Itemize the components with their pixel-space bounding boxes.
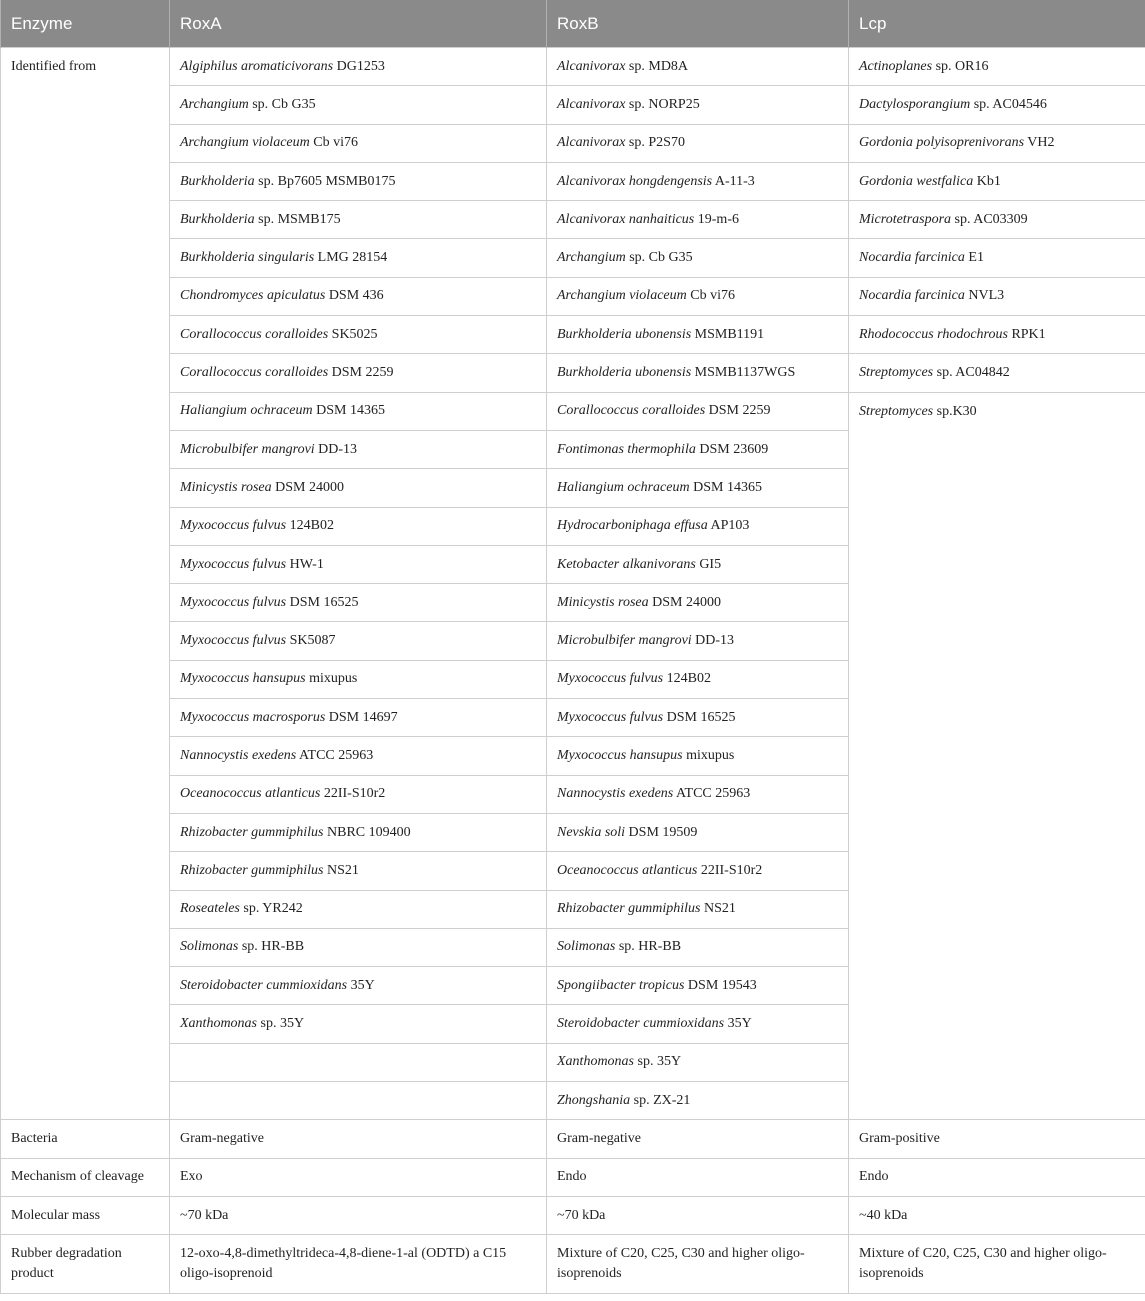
roxb-organism-cell [547,852,849,890]
organism-genus-species: Myxococcus hansupus [180,671,306,687]
organism-strain: LMG 28154 [314,250,388,266]
organism-strain: DSM 2259 [705,403,771,419]
organism-genus-species: Roseateles [180,901,240,917]
lcp-organism-cell [849,660,1145,698]
organism-strain: 22II-S10r2 [320,786,386,802]
table-row [1,584,1145,622]
organism-genus-species: Chondromyces apiculatus [180,288,326,304]
roxa-organism-cell [170,124,547,162]
roxa-organism-cell [170,86,547,124]
lcp-organism-cell [849,162,1145,200]
table-row [1,392,1145,430]
lcp-organism-cell [849,86,1145,124]
organism-genus-species: Corallococcus coralloides [557,403,706,419]
table-row [1,660,1145,698]
organism-genus-species: Alcanivorax nanhaiticus [557,211,695,227]
roxa-organism-cell [170,890,547,928]
table-row [1,86,1145,124]
row-label-cell: Mechanism of cleavage [1,1158,170,1196]
roxa-organism-cell [170,469,547,507]
roxb-organism-cell [547,507,849,545]
organism-strain: DSM 436 [325,288,384,304]
row-roxa-cell: 12-oxo-4,8-dimethyltrideca-4,8-diene-1-al (ODTD) a C15 oligo-isoprenoid [170,1235,547,1294]
organism-strain: sp. AC03309 [951,211,1028,227]
organism-strain: HW-1 [286,556,324,572]
organism-strain: DD-13 [314,441,358,457]
roxa-organism-cell [170,660,547,698]
row-roxb-cell: Gram-negative [547,1120,849,1158]
table-row [1,124,1145,162]
roxb-organism-cell [547,1082,849,1120]
organism-genus-species: Rhizobacter gummiphilus [557,901,701,917]
roxa-organism-cell [170,201,547,239]
row-label-cell: Bacteria [1,1120,170,1158]
roxa-organism-cell [170,775,547,813]
roxa-organism-cell [170,1043,547,1081]
organism-genus-species: Zhongshania [557,1092,631,1108]
organism-strain: 35Y [724,1016,752,1032]
lcp-organism-cell [849,277,1145,315]
organism-genus-species: Oceanococcus atlanticus [557,862,698,878]
organism-strain: sp.K30 [933,403,977,419]
table-row [1,430,1145,468]
header-lcp: Lcp [849,0,1145,48]
roxa-organism-cell [170,354,547,392]
table-row [1,699,1145,737]
organism-strain: A-11-3 [712,173,755,189]
header-row [1,0,1145,48]
organism-strain: sp. HR-BB [615,939,682,955]
organism-strain: ATCC 25963 [673,786,751,802]
organism-genus-species: Xanthomonas [180,1016,257,1032]
organism-genus-species: Myxococcus fulvus [180,556,287,572]
organism-genus-species: Burkholderia ubonensis [557,365,692,381]
organism-strain: sp. AC04842 [933,365,1010,381]
header-roxb: RoxB [547,0,849,48]
roxa-organism-cell [170,239,547,277]
table-row [1,852,1145,890]
organism-genus-species: Gordonia westfalica [859,173,974,189]
organism-strain: RPK1 [1007,326,1046,342]
roxa-organism-cell [170,699,547,737]
table-row [1,277,1145,315]
table-row [1,967,1145,1005]
organism-strain: 19-m-6 [694,211,739,227]
organism-strain: mixupus [682,747,735,763]
organism-genus-species: Algiphilus aromaticivorans [180,58,334,74]
organism-strain: SK5087 [286,633,336,649]
organism-strain: DSM 19543 [684,977,757,993]
organism-genus-species: Myxococcus fulvus [557,671,664,687]
organism-genus-species: Archangium violaceum [557,288,687,304]
organism-strain: sp. YR242 [239,901,303,917]
organism-strain: sp. 35Y [257,1016,305,1032]
organism-genus-species: Ketobacter alkanivorans [557,556,696,572]
organism-genus-species: Microbulbifer mangrovi [557,633,692,649]
roxb-organism-cell [547,699,849,737]
roxb-organism-cell [547,48,849,86]
organism-genus-species: Dactylosporangium [859,96,971,112]
row-label-cell: Rubber degradation product [1,1235,170,1294]
lcp-organism-cell [849,201,1145,239]
roxb-organism-cell [547,890,849,928]
roxb-organism-cell [547,1005,849,1043]
lcp-organism-cell [849,239,1145,277]
organism-strain: 22II-S10r2 [697,862,763,878]
organism-strain: DSM 14697 [325,709,398,725]
organism-genus-species: Microtetraspora [859,211,952,227]
organism-genus-species: Archangium [180,96,249,112]
organism-genus-species: Myxococcus fulvus [180,633,287,649]
organism-strain: DSM 24000 [271,479,344,495]
organism-genus-species: Solimonas [180,939,239,955]
organism-strain: sp. 35Y [634,1054,682,1070]
lcp-organism-cell [849,622,1145,660]
roxa-organism-cell [170,622,547,660]
roxb-organism-cell [547,392,849,430]
organism-strain: MSMB1191 [691,326,765,342]
roxb-organism-cell [547,1043,849,1081]
organism-genus-species: Burkholderia singularis [180,250,315,266]
organism-strain: SK5025 [328,326,378,342]
row-roxb-cell: Endo [547,1158,849,1196]
row-lcp-cell: ~40 kDa [849,1196,1145,1234]
roxb-organism-cell [547,316,849,354]
organism-strain: sp. ZX-21 [630,1092,691,1108]
roxb-organism-cell [547,660,849,698]
table-row [1,1043,1145,1081]
roxa-organism-cell [170,1005,547,1043]
organism-strain: GI5 [695,556,722,572]
organism-strain: DSM 2259 [328,365,394,381]
roxa-organism-cell [170,737,547,775]
table-row [1,737,1145,775]
lcp-organism-cell [849,392,1145,430]
organism-genus-species: Myxococcus macrosporus [180,709,326,725]
roxa-organism-cell [170,48,547,86]
organism-strain: 124B02 [663,671,711,687]
table-row [1,1082,1145,1120]
roxa-organism-cell [170,507,547,545]
organism-genus-species: Actinoplanes [859,58,933,74]
table-row [1,162,1145,200]
organism-strain: NS21 [700,901,736,917]
roxb-organism-cell [547,622,849,660]
roxa-organism-cell [170,813,547,851]
lcp-organism-cell [849,775,1145,813]
organism-strain: NBRC 109400 [323,824,411,840]
organism-strain: VH2 [1024,135,1055,151]
organism-genus-species: Streptomyces [859,365,934,381]
table-row [1,354,1145,392]
organism-strain: NVL3 [964,288,1005,304]
organism-strain: DSM 16525 [286,594,359,610]
organism-genus-species: Myxococcus fulvus [557,709,664,725]
roxb-organism-cell [547,239,849,277]
organism-strain: ATCC 25963 [296,747,374,763]
organism-strain: DSM 14365 [689,479,762,495]
lcp-organism-cell [849,316,1145,354]
table-row [1,928,1145,966]
organism-genus-species: Streptomyces [859,403,934,419]
row-roxa-cell: ~70 kDa [170,1196,547,1234]
identified-from-label: Identified from [1,48,170,1120]
organism-genus-species: Rhizobacter gummiphilus [180,824,324,840]
lcp-organism-cell [849,430,1145,468]
organism-strain: sp. MSMB175 [254,211,341,227]
table-row [1,1235,1145,1294]
organism-strain: DSM 16525 [663,709,736,725]
roxa-organism-cell [170,392,547,430]
organism-genus-species: Oceanococcus atlanticus [180,786,321,802]
organism-genus-species: Archangium [557,250,626,266]
organism-strain: DSM 19509 [625,824,698,840]
roxa-organism-cell [170,316,547,354]
lcp-organism-cell [849,48,1145,86]
table-row [1,201,1145,239]
roxa-organism-cell [170,928,547,966]
roxb-organism-cell [547,354,849,392]
row-lcp-cell: Endo [849,1158,1145,1196]
organism-genus-species: Myxococcus hansupus [557,747,683,763]
roxb-organism-cell [547,430,849,468]
table-row [1,316,1145,354]
organism-genus-species: Alcanivorax [557,96,626,112]
header-enzyme: Enzyme [1,0,170,48]
lcp-organism-cell [849,584,1145,622]
row-roxa-cell: Gram-negative [170,1120,547,1158]
row-roxb-cell: ~70 kDa [547,1196,849,1234]
organism-genus-species: Steroidobacter cummioxidans [557,1016,725,1032]
roxb-organism-cell [547,277,849,315]
lcp-organism-cell [849,354,1145,392]
lcp-organism-cell [849,1082,1145,1120]
organism-strain: sp. MD8A [625,58,689,74]
lcp-organism-cell [849,737,1145,775]
organism-genus-species: Gordonia polyisoprenivorans [859,135,1025,151]
organism-strain: DD-13 [691,633,735,649]
organism-genus-species: Alcanivorax [557,135,626,151]
roxb-organism-cell [547,584,849,622]
table-row [1,545,1145,583]
organism-strain: MSMB1137WGS [691,365,796,381]
organism-genus-species: Nannocystis exedens [557,786,674,802]
roxb-organism-cell [547,967,849,1005]
organism-genus-species: Steroidobacter cummioxidans [180,977,348,993]
lcp-organism-cell [849,545,1145,583]
lcp-organism-cell [849,928,1145,966]
lcp-organism-cell [849,813,1145,851]
organism-strain: mixupus [305,671,358,687]
row-roxa-cell: Exo [170,1158,547,1196]
table-row [1,775,1145,813]
roxb-organism-cell [547,162,849,200]
organism-genus-species: Corallococcus coralloides [180,365,329,381]
lcp-organism-cell [849,507,1145,545]
roxb-organism-cell [547,124,849,162]
table-row [1,1120,1145,1158]
organism-strain: Cb vi76 [309,135,358,151]
organism-genus-species: Xanthomonas [557,1054,634,1070]
organism-genus-species: Corallococcus coralloides [180,326,329,342]
row-lcp-cell: Mixture of C20, C25, C30 and higher oligo-isoprenoids [849,1235,1145,1294]
organism-genus-species: Haliangium ochraceum [180,403,313,419]
organism-genus-species: Burkholderia ubonensis [557,326,692,342]
roxa-organism-cell [170,584,547,622]
organism-strain: sp. Cb G35 [625,250,693,266]
organism-genus-species: Hydrocarboniphaga effusa [557,518,708,534]
organism-genus-species: Nevskia soli [557,824,626,840]
table-row [1,813,1145,851]
organism-genus-species: Burkholderia [180,173,255,189]
organism-genus-species: Alcanivorax [557,58,626,74]
roxb-organism-cell [547,737,849,775]
organism-strain: NS21 [323,862,359,878]
roxb-organism-cell [547,201,849,239]
organism-strain: E1 [964,250,984,266]
table-row [1,239,1145,277]
organism-strain: sp. NORP25 [625,96,700,112]
roxb-organism-cell [547,469,849,507]
organism-genus-species: Fontimonas thermophila [557,441,696,457]
roxa-organism-cell [170,277,547,315]
organism-genus-species: Haliangium ochraceum [557,479,690,495]
lcp-organism-cell [849,967,1145,1005]
header-roxa: RoxA [170,0,547,48]
organism-strain: DSM 23609 [695,441,769,457]
lcp-organism-cell [849,469,1145,507]
organism-strain: sp. Bp7605 MSMB0175 [254,173,396,189]
organism-genus-species: Myxococcus fulvus [180,594,287,610]
lcp-organism-cell [849,124,1145,162]
organism-genus-species: Nannocystis exedens [180,747,297,763]
lcp-organism-cell [849,699,1145,737]
table-row [1,1158,1145,1196]
organism-strain: DSM 14365 [312,403,385,419]
organism-strain: AP103 [707,518,750,534]
organism-genus-species: Rhizobacter gummiphilus [180,862,324,878]
roxa-organism-cell [170,967,547,1005]
organism-genus-species: Nocardia farcinica [859,250,965,266]
table-row [1,469,1145,507]
organism-genus-species: Nocardia farcinica [859,288,965,304]
table-row [1,1005,1145,1043]
lcp-organism-cell [849,890,1145,928]
organism-genus-species: Rhodococcus rhodochrous [859,326,1008,342]
organism-strain: 35Y [347,977,375,993]
table-row [1,890,1145,928]
organism-strain: sp. HR-BB [238,939,305,955]
organism-strain: Kb1 [973,173,1001,189]
organism-genus-species: Solimonas [557,939,616,955]
roxa-organism-cell [170,430,547,468]
organism-genus-species: Minicystis rosea [180,479,272,495]
organism-genus-species: Myxococcus fulvus [180,518,287,534]
organism-genus-species: Spongiibacter tropicus [557,977,685,993]
organism-strain: sp. Cb G35 [248,96,316,112]
roxb-organism-cell [547,775,849,813]
organism-strain: DSM 24000 [648,594,721,610]
lcp-organism-cell [849,1043,1145,1081]
table-row [1,507,1145,545]
roxb-organism-cell [547,86,849,124]
organism-genus-species: Microbulbifer mangrovi [180,441,315,457]
organism-genus-species: Alcanivorax hongdengensis [557,173,713,189]
table-row [1,48,1145,86]
roxb-organism-cell [547,545,849,583]
organism-genus-species: Minicystis rosea [557,594,649,610]
lcp-organism-cell [849,1005,1145,1043]
organism-strain: DG1253 [333,58,385,74]
organism-genus-species: Archangium violaceum [180,135,310,151]
organism-strain: sp. P2S70 [625,135,685,151]
lcp-organism-cell [849,852,1145,890]
row-label-cell: Molecular mass [1,1196,170,1234]
roxa-organism-cell [170,852,547,890]
organism-genus-species: Burkholderia [180,211,255,227]
organism-strain: sp. OR16 [932,58,989,74]
organism-strain: 124B02 [286,518,334,534]
organism-strain: sp. AC04546 [970,96,1047,112]
roxb-organism-cell [547,928,849,966]
table-row [1,622,1145,660]
roxa-organism-cell [170,1082,547,1120]
organism-strain: Cb vi76 [686,288,735,304]
roxb-organism-cell [547,813,849,851]
roxa-organism-cell [170,162,547,200]
row-roxb-cell: Mixture of C20, C25, C30 and higher oligo-isoprenoids [547,1235,849,1294]
roxa-organism-cell [170,545,547,583]
table-row [1,1196,1145,1234]
row-lcp-cell: Gram-positive [849,1120,1145,1158]
